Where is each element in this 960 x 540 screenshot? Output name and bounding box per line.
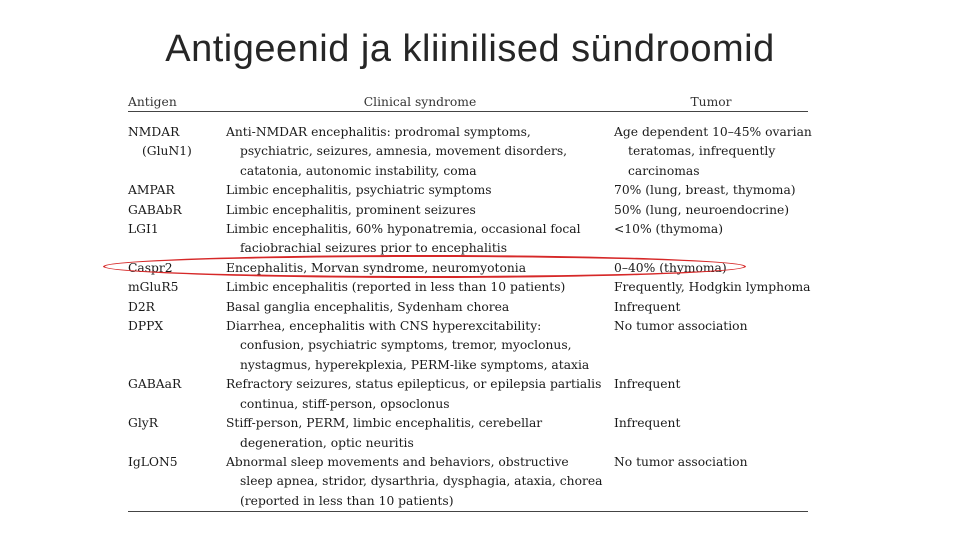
cell-line: GlyR xyxy=(128,416,158,431)
header-tumor: Tumor xyxy=(690,94,732,109)
cell-line: GABAaR xyxy=(128,377,182,392)
cell-line: LGI1 xyxy=(128,222,159,237)
cell-line: NMDAR xyxy=(128,125,180,139)
syndrome-cell xyxy=(226,123,614,181)
antigen-cell xyxy=(128,123,226,181)
table-row xyxy=(128,278,811,297)
table-row xyxy=(128,298,808,317)
tumor-cell xyxy=(614,298,808,317)
cell-line: Anti-NMDAR encephalitis: prodromal symptoms, xyxy=(226,125,531,139)
cell-line: Encephalitis, Morvan syndrome, neuromyotonia xyxy=(226,260,527,275)
tumor-cell xyxy=(614,317,808,375)
syndrome-cell xyxy=(226,317,614,375)
cell-line: Limbic encephalitis (reported in less than 10 patients) xyxy=(226,280,566,295)
cell-line: mGluR5 xyxy=(128,280,179,295)
tumor-cell xyxy=(614,278,811,297)
highlight-ellipse xyxy=(103,255,746,278)
antigen-cell xyxy=(128,298,226,317)
cell-line: (reported in less than 10 patients) xyxy=(240,493,454,508)
antigen-cell xyxy=(128,201,226,220)
cell-line: psychiatric, seizures, amnesia, movement disorders, xyxy=(240,144,568,159)
tumor-cell xyxy=(614,220,808,259)
antigen-cell xyxy=(128,181,226,200)
cell-line: (GluN1) xyxy=(142,144,192,159)
antigen-cell xyxy=(128,453,226,511)
cell-line: D2R xyxy=(128,299,155,314)
cell-line: Infrequent xyxy=(614,416,681,431)
cell-line: Frequently, Hodgkin lymphoma xyxy=(614,280,811,295)
cell-line: 0–40% (thymoma) xyxy=(614,260,727,275)
syndrome-cell xyxy=(226,201,614,220)
antigen-cell xyxy=(128,414,226,453)
antigen-cell xyxy=(128,278,226,297)
antigen-cell xyxy=(128,317,226,375)
cell-line: Refractory seizures, status epilepticus, or epilepsia partialis xyxy=(226,377,602,392)
table-row xyxy=(128,123,812,181)
cell-line: Basal ganglia encephalitis, Sydenham chorea xyxy=(226,299,510,314)
cell-line: DPPX xyxy=(128,319,164,334)
cell-line: nystagmus, hyperekplexia, PERM-like symptoms, ataxia xyxy=(240,357,590,372)
cell-line: faciobrachial seizures prior to encephalitis xyxy=(240,241,508,256)
table-row xyxy=(128,220,808,259)
cell-line: 50% (lung, neuroendocrine) xyxy=(614,202,790,217)
slide-title: Antigeenid ja kliinilised sündroomid xyxy=(165,28,775,70)
tumor-cell xyxy=(614,181,808,200)
cell-line: <10% (thymoma) xyxy=(614,222,724,237)
antigen-cell xyxy=(128,375,226,414)
antigen-cell xyxy=(128,220,226,259)
tumor-cell xyxy=(614,453,808,511)
cell-line: Limbic encephalitis, 60% hyponatremia, occasional focal xyxy=(226,222,581,237)
table-row xyxy=(128,201,808,220)
header-antigen: Antigen xyxy=(128,94,177,109)
cell-line: Limbic encephalitis, prominent seizures xyxy=(226,202,476,217)
header-clinical-syndrome: Clinical syndrome xyxy=(363,94,477,109)
table-row xyxy=(128,181,808,200)
cell-line: carcinomas xyxy=(628,163,700,178)
syndrome-cell xyxy=(226,278,614,297)
syndrome-cell xyxy=(226,298,614,317)
syndrome-cell xyxy=(226,181,614,200)
cell-line: No tumor association xyxy=(614,454,748,469)
antigen-table xyxy=(128,92,812,512)
cell-line: sleep apnea, stridor, dysarthria, dysphagia, ataxia, chorea xyxy=(240,474,603,489)
table-row xyxy=(128,414,808,453)
cell-line: Caspr2 xyxy=(128,260,173,275)
tumor-cell xyxy=(614,123,812,181)
cell-line: AMPAR xyxy=(128,183,175,198)
cell-line: teratomas, infrequently xyxy=(628,144,776,159)
tumor-cell xyxy=(614,414,808,453)
cell-line: Infrequent xyxy=(614,299,681,314)
cell-line: No tumor association xyxy=(614,319,748,334)
bottom-rule xyxy=(128,511,808,512)
cell-line: GABAbR xyxy=(128,202,182,217)
cell-line: Abnormal sleep movements and behaviors, obstructive xyxy=(226,454,569,469)
table-row xyxy=(128,453,808,511)
cell-line: IgLON5 xyxy=(128,454,178,469)
table-header xyxy=(128,92,808,111)
cell-line: Limbic encephalitis, psychiatric symptoms xyxy=(226,183,492,198)
cell-line: Age dependent 10–45% ovarian xyxy=(614,125,812,139)
cell-line: Stiff-person, PERM, limbic encephalitis, cerebellar xyxy=(226,416,543,431)
cell-line: Infrequent xyxy=(614,377,681,392)
cell-line: confusion, psychiatric symptoms, tremor, myoclonus, xyxy=(240,338,572,353)
syndrome-cell xyxy=(226,375,614,414)
cell-line: Diarrhea, encephalitis with CNS hyperexcitability: xyxy=(226,319,542,334)
cell-line: continua, stiff-person, opsoclonus xyxy=(240,396,450,411)
syndrome-cell xyxy=(226,220,614,259)
cell-line: degeneration, optic neuritis xyxy=(240,435,414,450)
syndrome-cell xyxy=(226,414,614,453)
table-body xyxy=(128,112,812,511)
table-row xyxy=(128,375,808,414)
cell-line: catatonia, autonomic instability, coma xyxy=(240,163,477,178)
tumor-cell xyxy=(614,201,808,220)
cell-line: 70% (lung, breast, thymoma) xyxy=(614,183,796,198)
tumor-cell xyxy=(614,375,808,414)
syndrome-cell xyxy=(226,453,614,511)
table-row xyxy=(128,317,808,375)
